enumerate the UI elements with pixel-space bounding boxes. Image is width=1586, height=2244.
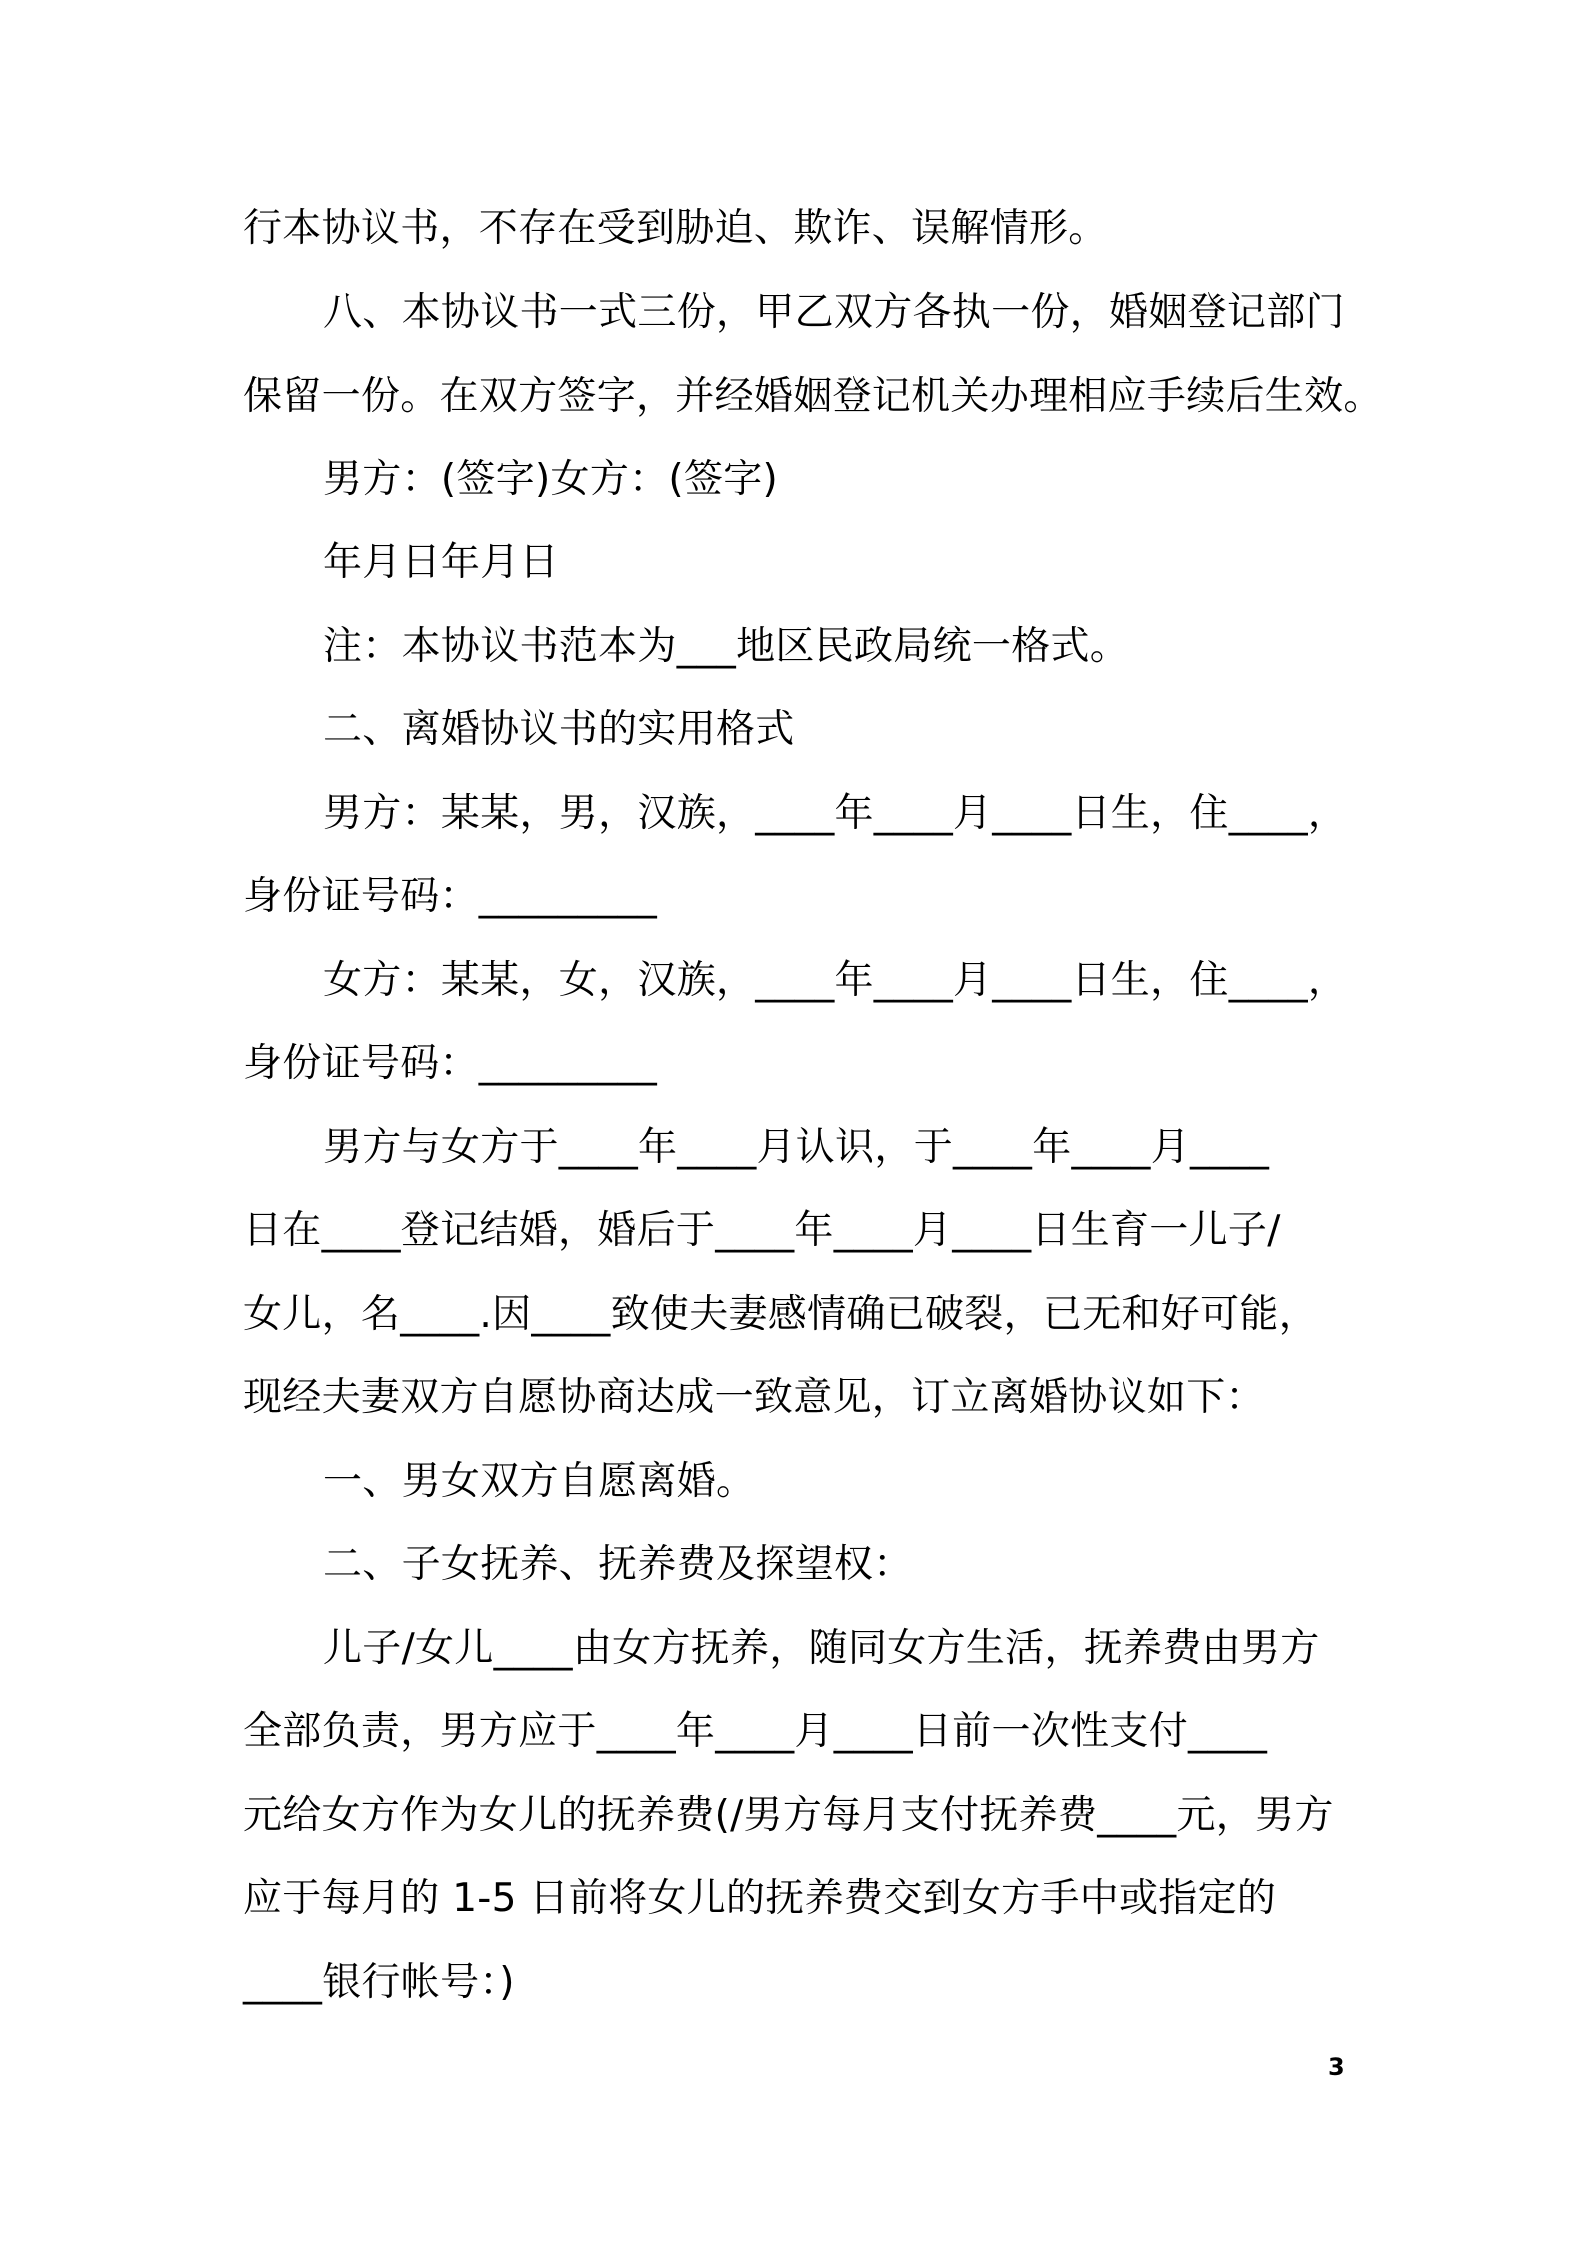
text-line-15: 现经夫妻双方自愿协商达成一致意见，订立离婚协议如下： xyxy=(243,1375,1265,1420)
text-line-12: 男方与女方于____年____月认识，于____年____月____ xyxy=(323,1125,1270,1170)
text-line-14: 女儿，名____.因____致使夫妻感情确已破裂，已无和好可能， xyxy=(243,1292,1318,1337)
text-line-9: 身份证号码：_________ xyxy=(243,874,657,919)
text-line-2: 八、本协议书一式三份，甲乙双方各执一份，婚姻登记部门 xyxy=(323,290,1345,335)
text-line-16: 一、男女双方自愿离婚。 xyxy=(323,1459,756,1504)
text-line-1: 行本协议书，不存在受到胁迫、欺诈、误解情形。 xyxy=(243,206,1108,251)
text-line-20: 元给女方作为女儿的抚养费(/男方每月支付抚养费____元，男方 xyxy=(243,1793,1334,1838)
text-line-11: 身份证号码：_________ xyxy=(243,1041,657,1086)
text-line-6: 注：本协议书范本为___地区民政局统一格式。 xyxy=(323,624,1130,669)
text-line-3: 保留一份。在双方签字，并经婚姻登记机关办理相应手续后生效。 xyxy=(243,374,1383,419)
page-number: 3 xyxy=(1328,2053,1345,2081)
text-line-21: 应于每月的 1-5 日前将女儿的抚养费交到女方手中或指定的 xyxy=(243,1876,1277,1921)
text-line-10: 女方：某某，女，汉族，____年____月____日生，住____， xyxy=(323,958,1348,1003)
text-line-17: 二、子女抚养、抚养费及探望权： xyxy=(323,1542,913,1587)
text-line-8: 男方：某某，男，汉族，____年____月____日生，住____， xyxy=(323,791,1348,836)
text-line-5: 年月日年月日 xyxy=(323,540,559,585)
text-line-4: 男方：(签字)女方：(签字) xyxy=(323,457,779,502)
text-line-19: 全部负责，男方应于____年____月____日前一次性支付____ xyxy=(243,1709,1268,1754)
text-line-18: 儿子/女儿____由女方抚养，随同女方生活，抚养费由男方 xyxy=(323,1626,1320,1671)
text-line-13: 日在____登记结婚，婚后于____年____月____日生育一儿子/ xyxy=(243,1208,1281,1253)
text-line-22: ____银行帐号：) xyxy=(243,1960,515,2005)
text-line-7: 二、离婚协议书的实用格式 xyxy=(323,707,795,752)
